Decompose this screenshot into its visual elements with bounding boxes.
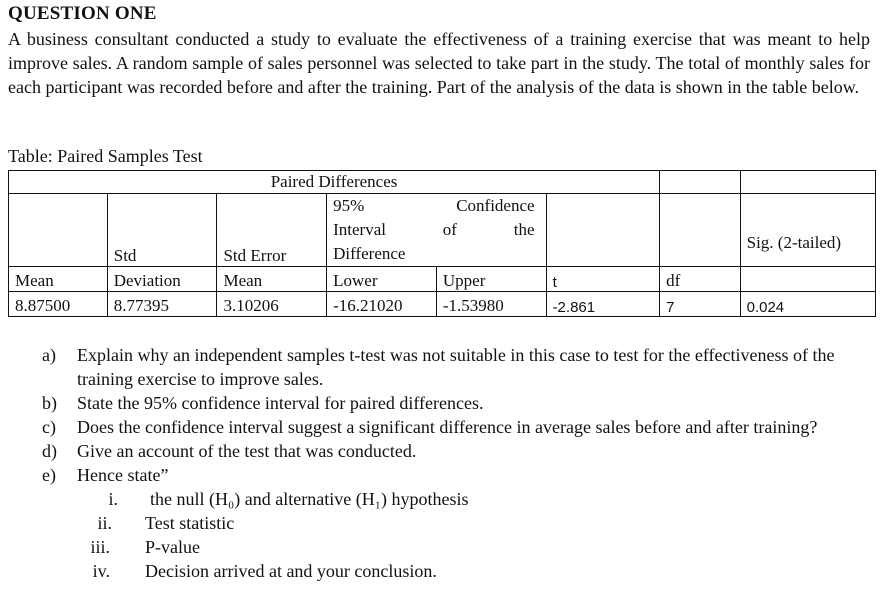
t-header: t [546, 267, 660, 292]
std-error-header: Mean [217, 267, 327, 292]
question-text: Give an account of the test that was conducted. [77, 441, 417, 461]
std-deviation-header: Deviation [107, 267, 217, 292]
std-error-value: 3.10206 [217, 292, 327, 317]
question-heading: QUESTION ONE [8, 3, 157, 24]
question-text: State the 95% confidence interval for paired differences. [77, 393, 484, 413]
sub-item-numeral: iv. [92, 561, 110, 581]
paired-differences-header: Paired Differences [9, 171, 660, 194]
sub-item-text: Decision arrived at and your conclusion. [145, 561, 437, 581]
question-text: Does the confidence interval suggest a significant difference in average sales before and after training? [77, 417, 818, 437]
sub-item-text: the null (H₀) and alternative (H₁) hypothesis [150, 489, 469, 509]
df-header: df [660, 267, 741, 292]
sub-item-text: Test statistic [145, 513, 235, 533]
empty-header-cell [660, 194, 741, 267]
mean-value: 8.87500 [9, 292, 108, 317]
mean-header: Mean [9, 267, 108, 292]
std-deviation-value: 8.77395 [107, 292, 217, 317]
lower-header: Lower [327, 267, 437, 292]
t-value: -2.861 [546, 292, 660, 317]
df-value: 7 [660, 292, 741, 317]
question-label: a) [42, 345, 56, 365]
empty-header-cell [546, 194, 660, 267]
ci-label: Confidence [456, 196, 535, 215]
sub-item [8, 559, 870, 583]
empty-header-cell [740, 267, 875, 292]
upper-value: -1.53980 [436, 292, 546, 317]
intro-paragraph: A business consultant conducted a study to evaluate the effectiveness of a training exercise that was meant to help improve sales. A random sample of sales personnel was selected to take part in the study. The total of monthly sales for each participant was recorded before and after the training. Part of the analysis of the data is shown in the table below. [8, 29, 870, 97]
sub-item-numeral: i. [108, 489, 118, 509]
paired-samples-table [8, 170, 876, 317]
std-error-header-top: Std Error [217, 194, 327, 267]
empty-header-cell [9, 194, 108, 267]
sub-item-text: P-value [145, 537, 200, 557]
std-deviation-header-top: Std [107, 194, 217, 267]
confidence-interval-header [327, 194, 546, 267]
list-item [8, 415, 870, 439]
sub-item-numeral: ii. [97, 513, 112, 533]
ci-label: 95% [333, 196, 365, 215]
question-label: d) [42, 441, 57, 461]
sig-header: Sig. (2-tailed) [740, 194, 875, 267]
sub-item [8, 487, 870, 511]
list-item [8, 463, 870, 487]
sub-item [8, 535, 870, 559]
question-label: e) [42, 465, 56, 485]
sub-item [8, 511, 870, 535]
list-item [8, 343, 870, 391]
ci-label: the [513, 220, 535, 239]
empty-header-cell [740, 171, 875, 194]
upper-header: Upper [436, 267, 546, 292]
sub-item-numeral: iii. [90, 537, 110, 557]
question-label: c) [42, 417, 56, 437]
lower-value: -16.21020 [327, 292, 437, 317]
question-text: Hence state” [77, 465, 169, 485]
question-label: b) [42, 393, 57, 413]
table-caption: Table: Paired Samples Test [8, 146, 203, 166]
ci-label: of [442, 220, 457, 239]
sig-value: 0.024 [740, 292, 875, 317]
question-text: Explain why an independent samples t-test was not suitable in this case to test for the effectiveness of the training exercise to improve sales. [77, 345, 835, 389]
ci-label: Interval [333, 220, 386, 239]
empty-header-cell [660, 171, 741, 194]
list-item [8, 391, 870, 415]
ci-label: Difference [333, 244, 406, 263]
list-item [8, 439, 870, 463]
question-list [8, 343, 870, 583]
